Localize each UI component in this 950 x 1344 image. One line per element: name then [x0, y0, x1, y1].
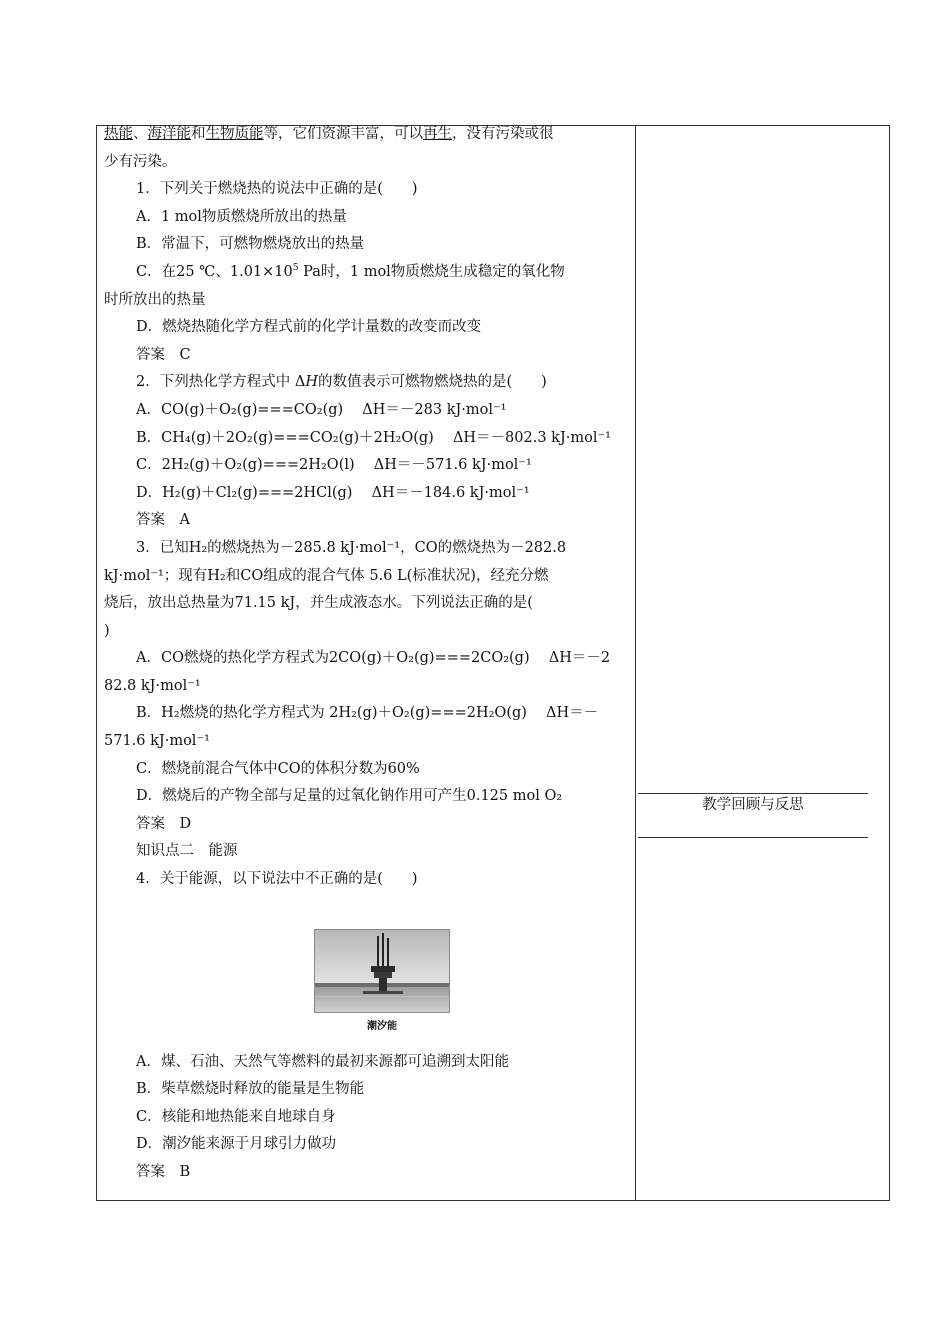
q2-stem: 2．下列热化学方程式中 ΔH的数值表示可燃物燃烧热的是( ) — [136, 374, 547, 391]
q2-option-c: C．2H₂(g)＋O₂(g)===2H₂O(l) ΔH＝－571.6 kJ·mol⁻¹ — [136, 457, 532, 474]
term-renewable: 再生 — [423, 126, 452, 142]
q4-option-b: B．柴草燃烧时释放的能量是生物能 — [136, 1081, 365, 1098]
q1-option-b: B．常温下，可燃物燃烧放出的热量 — [136, 236, 365, 253]
image-caption: 潮汐能 — [367, 1021, 397, 1032]
tidal-energy-image — [314, 929, 450, 1015]
column-divider — [635, 125, 636, 1201]
q1-answer: 答案 C — [136, 346, 191, 363]
q4-option-c: C．核能和地热能来自地球自身 — [136, 1108, 336, 1125]
q1-option-d: D．燃烧热随化学方程式前的化学计量数的改变而改变 — [136, 319, 482, 336]
q3-option-d: D．燃烧后的产物全部与足量的过氧化钠作用可产生0.125 mol O₂ — [136, 788, 563, 805]
q3-stem-3: 烧后，放出总热量为71.15 kJ，并生成液态水。下列说法正确的是( — [104, 595, 533, 612]
q3-option-a-cont: 82.8 kJ·mol⁻¹ — [104, 677, 201, 694]
sidebar-title: 教学回顾与反思 — [702, 797, 804, 813]
q3-option-c: C．燃烧前混合气体中CO的体积分数为60% — [136, 760, 420, 777]
q3-stem-4: ) — [104, 622, 110, 639]
tidal-tower-photo — [315, 930, 449, 1012]
q1-stem: 1．下列关于燃烧热的说法中正确的是( ) — [136, 181, 418, 198]
q2-option-a: A．CO(g)＋O₂(g)===CO₂(g) ΔH＝－283 kJ·mol⁻¹ — [136, 401, 507, 418]
q3-answer: 答案 D — [136, 815, 192, 832]
intro-line-1: 热能、海洋能和生物质能等，它们资源丰富，可以再生，没有污染或很 — [104, 126, 554, 142]
q1-option-a: A．1 mol物质燃烧所放出的热量 — [136, 208, 347, 225]
term-thermal: 热能 — [104, 126, 133, 142]
term-biomass: 生物质能 — [205, 126, 264, 142]
q4-answer: 答案 B — [136, 1164, 191, 1180]
q3-option-b-cont: 571.6 kJ·mol⁻¹ — [104, 733, 210, 750]
q2-answer: 答案 A — [136, 512, 190, 529]
intro-line-2: 少有污染。 — [104, 153, 177, 170]
q2-option-d: D．H₂(g)＋Cl₂(g)===2HCl(g) ΔH＝－184.6 kJ·mol⁻¹ — [136, 484, 530, 501]
sidebar-rule-bottom — [638, 837, 868, 838]
q2-option-b: B．CH₄(g)＋2O₂(g)===CO₂(g)＋2H₂O(g) ΔH＝－802.3 kJ·mol⁻¹ — [136, 429, 611, 446]
q3-stem-2: kJ·mol⁻¹；现有H₂和CO组成的混合气体 5.6 L(标准状况)，经充分燃 — [104, 567, 549, 584]
section-heading: 知识点二 能源 — [136, 843, 238, 860]
term-ocean: 海洋能 — [147, 126, 191, 142]
q1-option-c-cont: 时所放出的热量 — [104, 291, 206, 308]
q3-option-a: A．CO燃烧的热化学方程式为2CO(g)＋O₂(g)===2CO₂(g) ΔH＝－2 — [136, 650, 611, 667]
q4-stem: 4．关于能源，以下说法中不正确的是( ) — [136, 871, 418, 888]
q3-stem-1: 3．已知H₂的燃烧热为－285.8 kJ·mol⁻¹，CO的燃烧热为－282.8 — [136, 539, 567, 556]
q1-option-c: C．在25 ℃、$1.01\times 10^5$ Pa时，1 mol物质燃烧生成稳定的氧化物 — [136, 263, 565, 280]
q4-option-d: D．潮汐能来源于月球引力做功 — [136, 1136, 337, 1153]
q3-option-b: B．H₂燃烧的热化学方程式为 2H₂(g)＋O₂(g)===2H₂O(g) ΔH＝－ — [136, 705, 599, 722]
q4-option-a: A．煤、石油、天然气等燃料的最初来源都可追溯到太阳能 — [136, 1053, 509, 1070]
